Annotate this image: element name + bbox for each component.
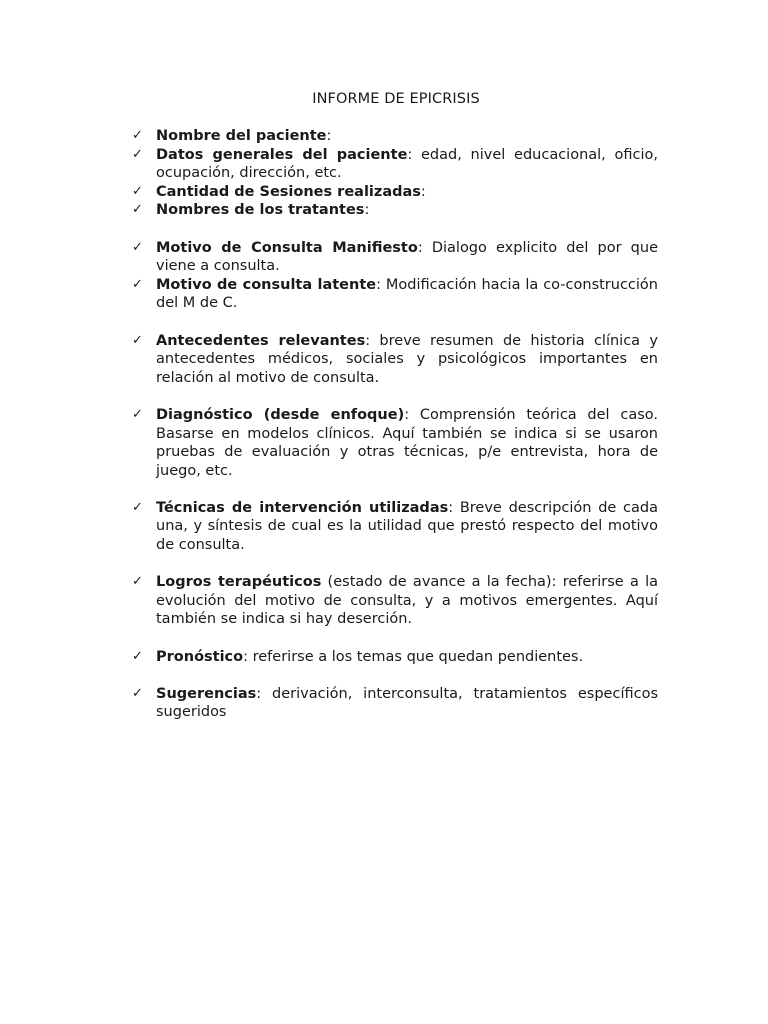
item-label: Antecedentes relevantes [156, 332, 366, 349]
checkmark-icon: ✓ [132, 239, 143, 255]
item-label: Nombre del paciente [156, 128, 327, 144]
list-item-datos-generales [131, 146, 658, 183]
page-title: INFORME DE EPICRISIS [312, 91, 480, 107]
checkmark-icon: ✓ [132, 276, 143, 292]
list-item-diagnostico [131, 406, 658, 480]
item-label: Logros terapéuticos [156, 574, 322, 591]
list-item-cantidad-sesiones [131, 183, 658, 202]
checkmark-icon: ✓ [132, 128, 143, 143]
item-label: Nombres de los tratantes [156, 202, 365, 219]
checkmark-icon: ✓ [132, 146, 143, 162]
item-text: : derivación, interconsulta, tratamientos específicos sugeridos [156, 685, 658, 721]
list-item-motivo-latente [131, 276, 658, 313]
item-text: (estado de avance a la fecha): referirse a la evolución del motivo de consulta, y a motivos emergentes. Aquí también se indica si hay deserción. [156, 574, 658, 628]
checkmark-icon: ✓ [132, 406, 143, 422]
item-label: Motivo de consulta latente [156, 276, 377, 293]
item-text: : edad, nivel educacional, oficio, ocupación, dirección, etc. [156, 146, 658, 182]
item-text: : [420, 183, 426, 200]
item-text: : Dialogo explicito del por que viene a consulta. [156, 239, 658, 275]
item-text: : [364, 202, 370, 219]
item-label: Datos generales del paciente [156, 146, 408, 163]
item-label: Sugerencias [156, 685, 257, 702]
item-label: Diagnóstico (desde enfoque) [156, 406, 405, 423]
checkmark-icon: ✓ [132, 202, 143, 218]
list-item-antecedentes [131, 332, 658, 388]
item-label: Técnicas de intervención utilizadas [156, 499, 449, 516]
item-text: : Modificación hacia la co-construcción del M de C. [156, 276, 658, 312]
list-item-pronostico [131, 648, 658, 667]
list-item-tecnicas [131, 499, 658, 555]
item-label: Cantidad de Sesiones realizadas [156, 183, 421, 200]
item-text: : referirse a los temas que quedan pendientes. [243, 648, 584, 665]
checkmark-icon: ✓ [132, 183, 143, 199]
item-label: Motivo de Consulta Manifiesto [156, 239, 418, 256]
checkmark-icon: ✓ [132, 332, 143, 348]
list-item-nombre-paciente [131, 127, 658, 146]
list-item-logros [131, 573, 658, 629]
checkmark-icon: ✓ [132, 648, 143, 664]
item-text: : breve resumen de historia clínica y antecedentes médicos, sociales y psicológicos importantes en relación al motivo de consulta. [156, 332, 658, 386]
list-item-sugerencias [131, 685, 658, 722]
item-text: : Breve descripción de cada una, y síntesis de cual es la utilidad que prestó respecto del motivo de consulta. [156, 499, 658, 554]
item-text: : Comprensión teórica del caso. Basarse en modelos clínicos. Aquí también se indica si se usaron pruebas de evaluación y otras técnicas, p/e entrevista, hora de juego, etc. [156, 406, 658, 479]
list-item-tratantes [131, 201, 658, 220]
list-item-motivo-manifiesto [131, 239, 658, 276]
checklist [131, 127, 658, 722]
checkmark-icon: ✓ [132, 574, 143, 590]
checkmark-icon: ✓ [132, 685, 143, 701]
item-text: : [326, 128, 332, 144]
item-label: Pronóstico [156, 648, 244, 665]
checkmark-icon: ✓ [132, 499, 143, 515]
